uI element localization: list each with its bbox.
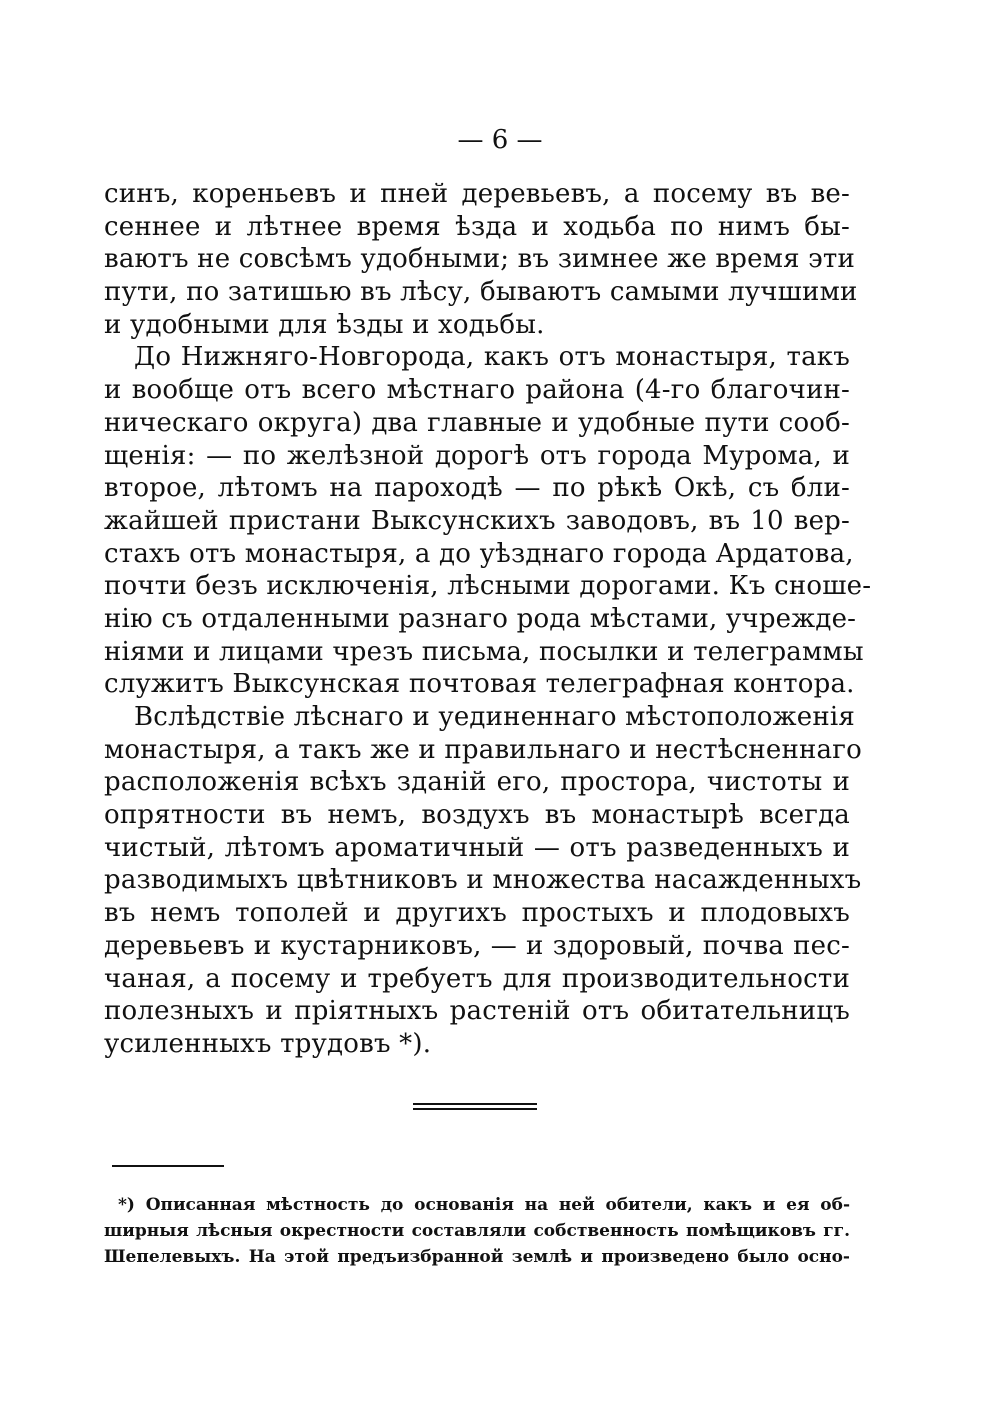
text-line: жайшей пристани Выксунскихъ заводовъ, въ 10 вер- <box>104 505 850 536</box>
text-line: стахъ отъ монастыря, а до уѣзднаго города Ардатова, <box>104 538 854 569</box>
text-line: разводимыхъ цвѣтниковъ и множества насажденныхъ <box>104 865 862 896</box>
page-number: — 6 — <box>457 125 543 155</box>
text-line: До Нижняго-Новгорода, какъ отъ монастыря, такъ <box>134 342 850 373</box>
text-line: полезныхъ и пріятныхъ растеній отъ обитательницъ <box>104 996 850 1027</box>
text-line: и вообще отъ всего мѣстнаго района (4-го благочин- <box>104 375 850 406</box>
text-line: ническаго округа) два главные и удобные пути сооб- <box>104 407 850 438</box>
footnote-line: *) Описанная мѣстность до основанія на ней обители, какъ и ея об- <box>118 1195 850 1215</box>
text-line: въ немъ тополей и другихъ простыхъ и плодовыхъ <box>104 898 850 929</box>
body-text <box>104 178 872 1061</box>
footnote <box>104 1192 850 1270</box>
text-line: чистый, лѣтомъ ароматичный — отъ разведенныхъ и <box>104 832 850 863</box>
text-line: и удобными для ѣзды и ходьбы. <box>104 309 545 340</box>
footnote-line: Шепелевыхъ. На этой предъизбранной землѣ и произведено было осно- <box>104 1247 850 1267</box>
text-line: второе, лѣтомъ на пароходѣ — по рѣкѣ Окѣ, съ бли- <box>104 473 850 504</box>
text-line: ніями и лицами чрезъ письма, посылки и телеграммы <box>104 636 864 667</box>
text-line: служитъ Выксунская почтовая телеграфная контора. <box>104 669 855 700</box>
text-line: пути, по затишью въ лѣсу, бываютъ самыми лучшими <box>104 277 858 308</box>
section-end-double-rule <box>413 1103 537 1110</box>
text-line: Вслѣдствіе лѣснаго и уединеннаго мѣстоположенія <box>134 702 855 732</box>
text-line: синъ, кореньевъ и пней деревьевъ, а посему въ ве- <box>104 179 850 209</box>
text-line: деревьевъ и кустарниковъ, — и здоровый, почва пес- <box>104 930 850 961</box>
text-line: опрятности въ немъ, воздухъ въ монастырѣ всегда <box>104 800 850 831</box>
text-line: монастыря, а такъ же и правильнаго и нестѣсненнаго <box>104 734 862 765</box>
text-line: усиленныхъ трудовъ *). <box>104 1028 432 1059</box>
text-line: сеннее и лѣтнее время ѣзда и ходьба по нимъ бы- <box>104 211 850 242</box>
paragraph-3 <box>104 701 862 1061</box>
text-line: щенія: — по желѣзной дорогѣ отъ города Мурома, и <box>104 440 850 471</box>
footnote-line: ширныя лѣсныя окрестности составляли собственность помѣщиковъ гг. <box>104 1221 850 1241</box>
text-line: нію съ отдаленными разнаго рода мѣстами, учрежде- <box>104 603 857 634</box>
paragraph-2 <box>104 341 872 701</box>
text-line: расположенія всѣхъ зданій его, простора, чистоты и <box>104 767 850 798</box>
paragraph-1 <box>104 178 858 341</box>
footnote-separator <box>112 1165 224 1167</box>
text-line: почти безъ исключенія, лѣсными дорогами. Къ сноше- <box>104 571 872 602</box>
text-line: чаная, а посему и требуетъ для производительности <box>104 963 850 994</box>
text-line: ваютъ не совсѣмъ удобными; въ зимнее же время эти <box>104 244 856 275</box>
